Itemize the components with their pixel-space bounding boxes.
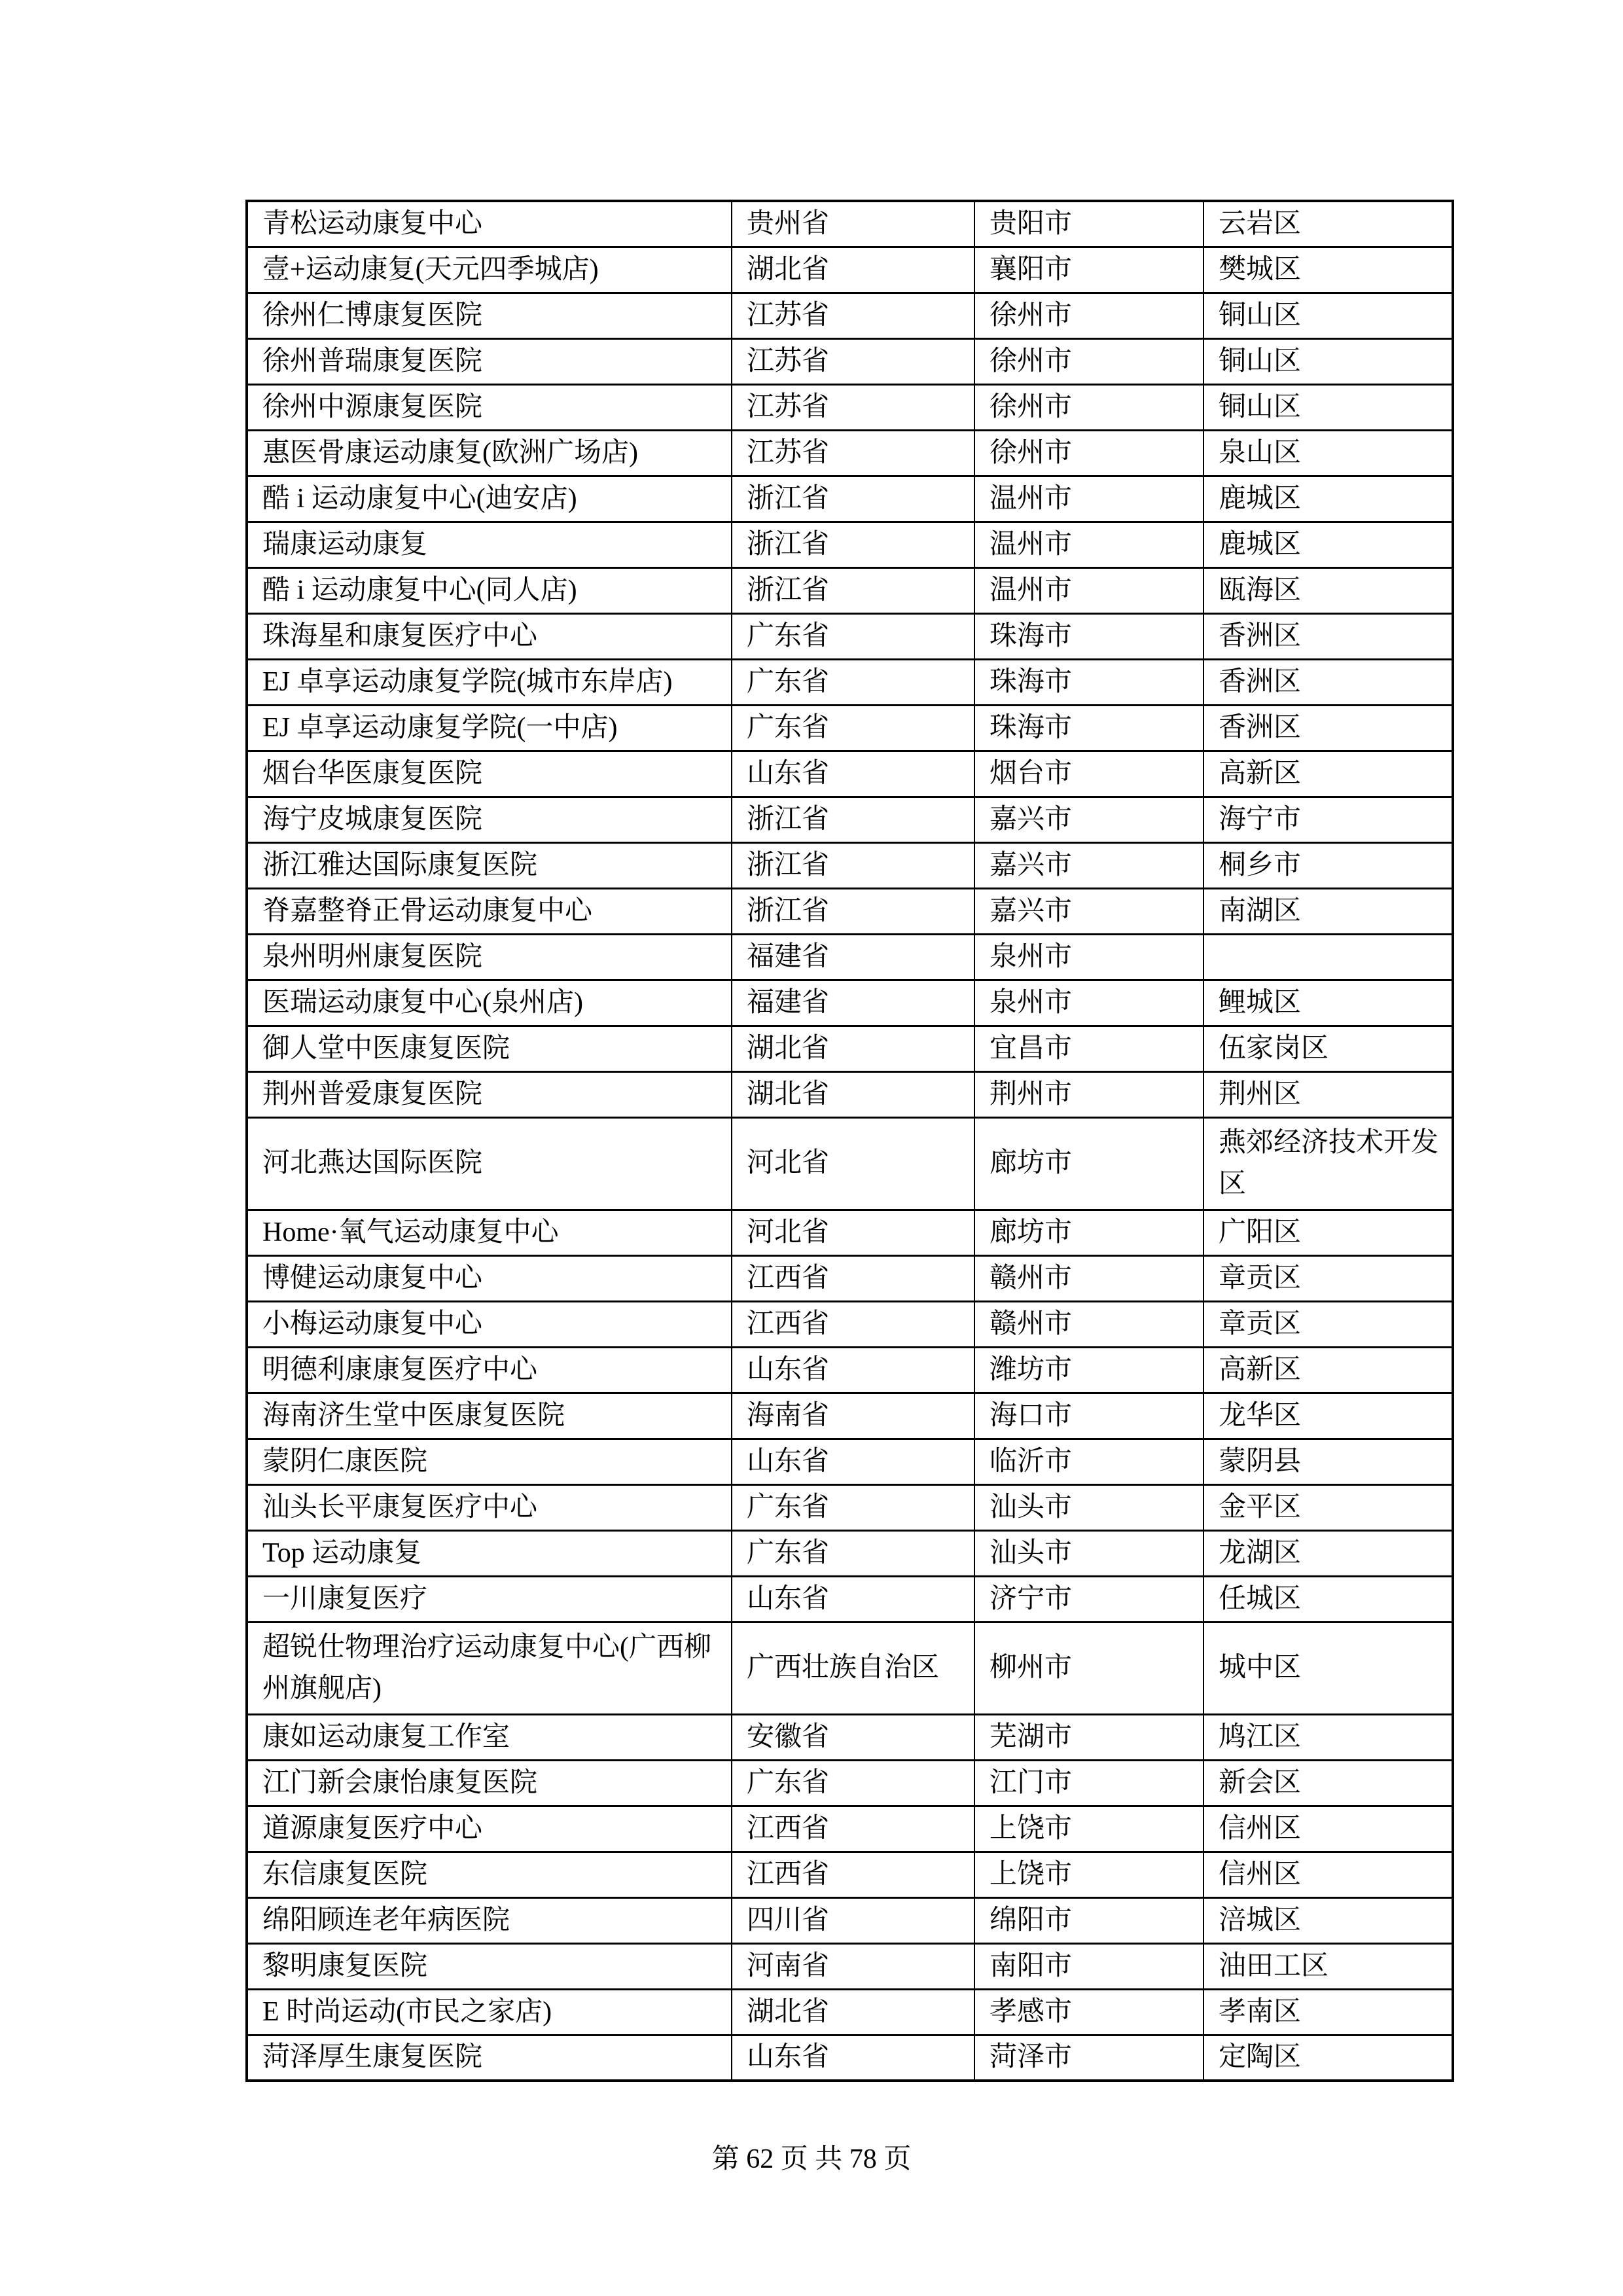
cell-district: 龙华区	[1204, 1393, 1453, 1439]
cell-city: 赣州市	[974, 1255, 1204, 1301]
cell-district: 城中区	[1204, 1622, 1453, 1714]
cell-facility-name: 汕头长平康复医疗中心	[247, 1484, 732, 1530]
cell-city: 徐州市	[974, 384, 1204, 430]
cell-facility-name: E 时尚运动(市民之家店)	[247, 1989, 732, 2035]
cell-district: 海宁市	[1204, 797, 1453, 842]
cell-city: 嘉兴市	[974, 888, 1204, 934]
cell-province: 江西省	[732, 1301, 974, 1347]
table-row	[247, 2035, 1453, 2081]
cell-district: 任城区	[1204, 1576, 1453, 1622]
cell-district: 鸠江区	[1204, 1714, 1453, 1760]
table-row	[247, 1393, 1453, 1439]
cell-facility-name: 烟台华医康复医院	[247, 751, 732, 797]
cell-province: 江苏省	[732, 293, 974, 338]
cell-city: 海口市	[974, 1393, 1204, 1439]
clinic-table-body	[247, 201, 1453, 2081]
cell-district: 铜山区	[1204, 384, 1453, 430]
table-row	[247, 522, 1453, 567]
cell-city: 泉州市	[974, 980, 1204, 1026]
cell-district: 信州区	[1204, 1806, 1453, 1852]
cell-district: 高新区	[1204, 751, 1453, 797]
cell-facility-name: 酷 i 运动康复中心(同人店)	[247, 567, 732, 613]
cell-city: 宜昌市	[974, 1026, 1204, 1071]
cell-facility-name: 瑞康运动康复	[247, 522, 732, 567]
cell-city: 潍坊市	[974, 1347, 1204, 1393]
cell-city: 珠海市	[974, 613, 1204, 659]
cell-district: 章贡区	[1204, 1301, 1453, 1347]
table-row	[247, 1622, 1453, 1714]
cell-facility-name: 海南济生堂中医康复医院	[247, 1393, 732, 1439]
cell-facility-name: 徐州中源康复医院	[247, 384, 732, 430]
table-row	[247, 1439, 1453, 1484]
cell-province: 山东省	[732, 1576, 974, 1622]
cell-facility-name: 酷 i 运动康复中心(迪安店)	[247, 476, 732, 522]
cell-city: 赣州市	[974, 1301, 1204, 1347]
cell-facility-name: 江门新会康怡康复医院	[247, 1760, 732, 1806]
cell-city: 柳州市	[974, 1622, 1204, 1714]
cell-district: 鹿城区	[1204, 522, 1453, 567]
cell-district: 香洲区	[1204, 705, 1453, 751]
table-row	[247, 293, 1453, 338]
table-row	[247, 934, 1453, 980]
cell-facility-name: 御人堂中医康复医院	[247, 1026, 732, 1071]
cell-province: 广东省	[732, 1760, 974, 1806]
cell-province: 山东省	[732, 751, 974, 797]
cell-district: 孝南区	[1204, 1989, 1453, 2035]
cell-city: 襄阳市	[974, 247, 1204, 293]
cell-province: 江苏省	[732, 430, 974, 476]
table-row	[247, 1071, 1453, 1117]
cell-facility-name: 徐州仁博康复医院	[247, 293, 732, 338]
cell-province: 浙江省	[732, 522, 974, 567]
cell-district: 瓯海区	[1204, 567, 1453, 613]
cell-facility-name: Top 运动康复	[247, 1530, 732, 1576]
table-row	[247, 1943, 1453, 1989]
cell-province: 广东省	[732, 1530, 974, 1576]
cell-city: 临沂市	[974, 1439, 1204, 1484]
table-row	[247, 1210, 1453, 1255]
cell-facility-name: 菏泽厚生康复医院	[247, 2035, 732, 2081]
cell-city: 芜湖市	[974, 1714, 1204, 1760]
cell-city: 济宁市	[974, 1576, 1204, 1622]
cell-city: 廊坊市	[974, 1210, 1204, 1255]
table-row	[247, 1760, 1453, 1806]
cell-province: 山东省	[732, 2035, 974, 2081]
cell-facility-name: 绵阳顾连老年病医院	[247, 1897, 732, 1943]
page-footer	[0, 2139, 1623, 2180]
cell-facility-name: 小梅运动康复中心	[247, 1301, 732, 1347]
table-row	[247, 1714, 1453, 1760]
table-row	[247, 797, 1453, 842]
cell-province: 浙江省	[732, 476, 974, 522]
cell-district: 涪城区	[1204, 1897, 1453, 1943]
cell-province: 江苏省	[732, 384, 974, 430]
cell-city: 上饶市	[974, 1806, 1204, 1852]
cell-province: 广东省	[732, 613, 974, 659]
cell-facility-name: 徐州普瑞康复医院	[247, 338, 732, 384]
cell-city: 珠海市	[974, 659, 1204, 705]
cell-city: 温州市	[974, 522, 1204, 567]
cell-facility-name: EJ 卓享运动康复学院(一中店)	[247, 705, 732, 751]
table-row	[247, 430, 1453, 476]
cell-facility-name: 黎明康复医院	[247, 1943, 732, 1989]
cell-district: 桐乡市	[1204, 842, 1453, 888]
table-row	[247, 705, 1453, 751]
table-row	[247, 751, 1453, 797]
cell-district: 定陶区	[1204, 2035, 1453, 2081]
cell-facility-name: 青松运动康复中心	[247, 201, 732, 247]
cell-city: 廊坊市	[974, 1117, 1204, 1210]
table-row	[247, 1117, 1453, 1210]
cell-district: 高新区	[1204, 1347, 1453, 1393]
cell-district: 南湖区	[1204, 888, 1453, 934]
cell-city: 江门市	[974, 1760, 1204, 1806]
cell-province: 河南省	[732, 1943, 974, 1989]
cell-district: 燕郊经济技术开发区	[1204, 1117, 1453, 1210]
clinic-table	[245, 200, 1454, 2082]
cell-district: 油田工区	[1204, 1943, 1453, 1989]
table-row	[247, 1576, 1453, 1622]
cell-province: 浙江省	[732, 888, 974, 934]
cell-province: 江西省	[732, 1806, 974, 1852]
cell-district	[1204, 934, 1453, 980]
table-row	[247, 888, 1453, 934]
table-row	[247, 1989, 1453, 2035]
cell-city: 孝感市	[974, 1989, 1204, 2035]
cell-facility-name: 脊嘉整脊正骨运动康复中心	[247, 888, 732, 934]
cell-facility-name: 超锐仕物理治疗运动康复中心(广西柳州旗舰店)	[247, 1622, 732, 1714]
cell-city: 汕头市	[974, 1530, 1204, 1576]
cell-city: 徐州市	[974, 338, 1204, 384]
cell-province: 江西省	[732, 1255, 974, 1301]
cell-facility-name: 明德利康康复医疗中心	[247, 1347, 732, 1393]
cell-district: 铜山区	[1204, 338, 1453, 384]
cell-district: 香洲区	[1204, 659, 1453, 705]
table-row	[247, 613, 1453, 659]
cell-facility-name: 河北燕达国际医院	[247, 1117, 732, 1210]
cell-facility-name: 海宁皮城康复医院	[247, 797, 732, 842]
cell-province: 广东省	[732, 705, 974, 751]
table-row	[247, 247, 1453, 293]
cell-district: 信州区	[1204, 1852, 1453, 1897]
cell-city: 泉州市	[974, 934, 1204, 980]
table-row	[247, 1026, 1453, 1071]
cell-facility-name: 泉州明州康复医院	[247, 934, 732, 980]
cell-province: 福建省	[732, 934, 974, 980]
table-row	[247, 1301, 1453, 1347]
cell-district: 蒙阴县	[1204, 1439, 1453, 1484]
cell-facility-name: 惠医骨康运动康复(欧洲广场店)	[247, 430, 732, 476]
cell-city: 徐州市	[974, 293, 1204, 338]
table-row	[247, 1852, 1453, 1897]
cell-facility-name: 博健运动康复中心	[247, 1255, 732, 1301]
table-row	[247, 659, 1453, 705]
cell-city: 徐州市	[974, 430, 1204, 476]
cell-city: 嘉兴市	[974, 797, 1204, 842]
cell-province: 山东省	[732, 1439, 974, 1484]
cell-district: 荆州区	[1204, 1071, 1453, 1117]
cell-facility-name: 珠海星和康复医疗中心	[247, 613, 732, 659]
cell-city: 南阳市	[974, 1943, 1204, 1989]
table-row	[247, 842, 1453, 888]
cell-city: 荆州市	[974, 1071, 1204, 1117]
cell-city: 上饶市	[974, 1852, 1204, 1897]
cell-province: 广东省	[732, 659, 974, 705]
cell-district: 泉山区	[1204, 430, 1453, 476]
cell-province: 浙江省	[732, 842, 974, 888]
cell-district: 新会区	[1204, 1760, 1453, 1806]
table-row	[247, 1897, 1453, 1943]
table-row	[247, 567, 1453, 613]
table-row	[247, 1806, 1453, 1852]
cell-province: 河北省	[732, 1117, 974, 1210]
cell-facility-name: 蒙阴仁康医院	[247, 1439, 732, 1484]
cell-province: 福建省	[732, 980, 974, 1026]
cell-province: 浙江省	[732, 797, 974, 842]
cell-district: 广阳区	[1204, 1210, 1453, 1255]
cell-district: 鲤城区	[1204, 980, 1453, 1026]
cell-district: 伍家岗区	[1204, 1026, 1453, 1071]
table-row	[247, 980, 1453, 1026]
cell-facility-name: 道源康复医疗中心	[247, 1806, 732, 1852]
cell-city: 菏泽市	[974, 2035, 1204, 2081]
cell-province: 湖北省	[732, 1071, 974, 1117]
cell-district: 章贡区	[1204, 1255, 1453, 1301]
cell-district: 龙湖区	[1204, 1530, 1453, 1576]
table-row	[247, 1347, 1453, 1393]
cell-province: 广东省	[732, 1484, 974, 1530]
cell-city: 温州市	[974, 567, 1204, 613]
cell-district: 香洲区	[1204, 613, 1453, 659]
cell-city: 烟台市	[974, 751, 1204, 797]
cell-facility-name: 医瑞运动康复中心(泉州店)	[247, 980, 732, 1026]
table-row	[247, 1484, 1453, 1530]
cell-province: 江苏省	[732, 338, 974, 384]
cell-city: 汕头市	[974, 1484, 1204, 1530]
cell-district: 鹿城区	[1204, 476, 1453, 522]
cell-facility-name: 康如运动康复工作室	[247, 1714, 732, 1760]
table-row	[247, 338, 1453, 384]
cell-facility-name: 荆州普爱康复医院	[247, 1071, 732, 1117]
cell-province: 海南省	[732, 1393, 974, 1439]
page-number-text: 第 62 页 共 78 页	[711, 2144, 912, 2174]
cell-facility-name: 一川康复医疗	[247, 1576, 732, 1622]
cell-province: 江西省	[732, 1852, 974, 1897]
cell-province: 广西壮族自治区	[732, 1622, 974, 1714]
cell-province: 湖北省	[732, 1026, 974, 1071]
cell-district: 金平区	[1204, 1484, 1453, 1530]
cell-district: 樊城区	[1204, 247, 1453, 293]
table-row	[247, 1530, 1453, 1576]
cell-province: 贵州省	[732, 201, 974, 247]
cell-facility-name: 浙江雅达国际康复医院	[247, 842, 732, 888]
cell-city: 嘉兴市	[974, 842, 1204, 888]
table-row	[247, 476, 1453, 522]
cell-province: 安徽省	[732, 1714, 974, 1760]
cell-province: 湖北省	[732, 247, 974, 293]
cell-facility-name: EJ 卓享运动康复学院(城市东岸店)	[247, 659, 732, 705]
table-row	[247, 1255, 1453, 1301]
cell-city: 贵阳市	[974, 201, 1204, 247]
table-row	[247, 384, 1453, 430]
cell-city: 绵阳市	[974, 1897, 1204, 1943]
cell-province: 河北省	[732, 1210, 974, 1255]
cell-district: 云岩区	[1204, 201, 1453, 247]
cell-province: 湖北省	[732, 1989, 974, 2035]
cell-facility-name: Home·氧气运动康复中心	[247, 1210, 732, 1255]
cell-city: 温州市	[974, 476, 1204, 522]
cell-city: 珠海市	[974, 705, 1204, 751]
cell-province: 浙江省	[732, 567, 974, 613]
cell-province: 山东省	[732, 1347, 974, 1393]
cell-facility-name: 东信康复医院	[247, 1852, 732, 1897]
cell-province: 四川省	[732, 1897, 974, 1943]
table-row	[247, 201, 1453, 247]
cell-facility-name: 壹+运动康复(天元四季城店)	[247, 247, 732, 293]
cell-district: 铜山区	[1204, 293, 1453, 338]
